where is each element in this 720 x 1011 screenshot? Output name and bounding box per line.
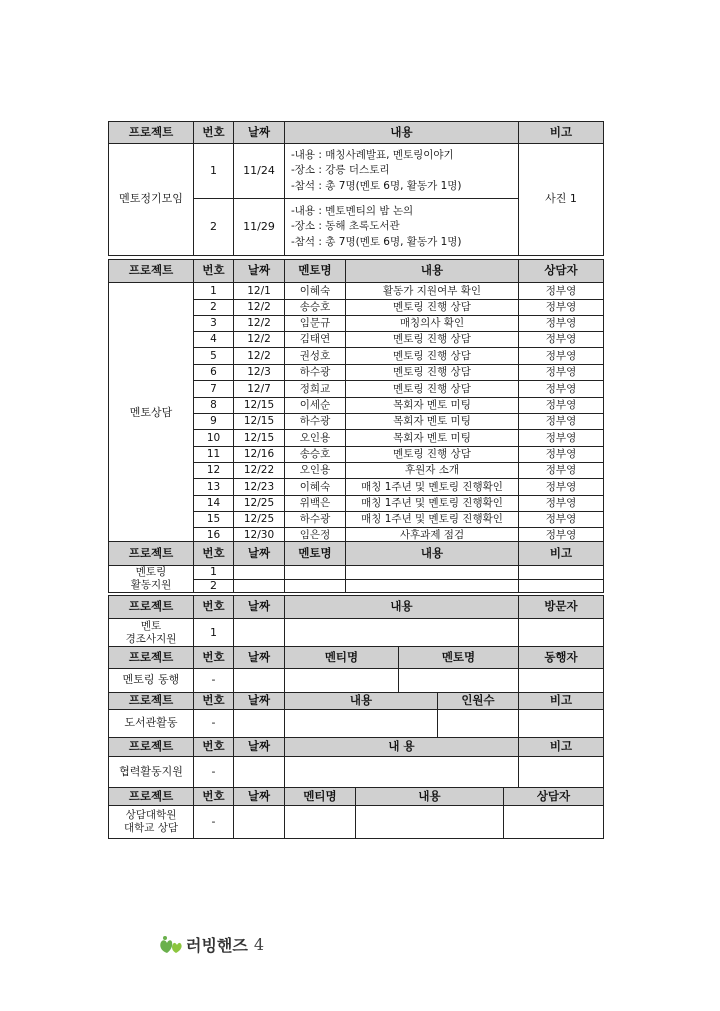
mentee-cell: [285, 806, 356, 839]
content-cell: 목회자 멘토 미팅: [346, 398, 519, 414]
number-cell: 1: [194, 144, 234, 199]
mentor-cell: [285, 566, 346, 580]
counseling-graduate-table: [108, 787, 604, 839]
page-number: 4: [253, 934, 265, 954]
number-cell: 1: [194, 619, 234, 648]
content-cell: [285, 619, 519, 648]
content-cell: 매칭 1주년 및 멘토링 진행확인: [346, 512, 519, 528]
header-content: 내용: [346, 542, 519, 566]
counselor-cell: 정부영: [519, 381, 604, 398]
content-line: -내용 : 매칭사례발표, 멘토링이야기: [291, 149, 454, 162]
header-note: 비고: [519, 738, 604, 757]
note-cell: [519, 757, 604, 788]
header-counselor: 상담자: [519, 260, 604, 283]
mentoring-accompany-table: [108, 646, 604, 693]
number-cell: 1: [194, 566, 234, 580]
header-number: 번호: [194, 647, 234, 669]
project-line: 멘토링: [135, 566, 167, 579]
content-cell: 목회자 멘토 미팅: [346, 414, 519, 430]
number-cell: -: [194, 757, 234, 788]
number-cell: 9: [194, 414, 234, 430]
project-cell: [109, 619, 194, 648]
date-cell: 12/2: [234, 316, 285, 332]
table-header-row: [109, 647, 604, 669]
table-header-row: [109, 596, 604, 619]
date-cell: [234, 669, 285, 693]
counselor-cell: [504, 806, 604, 839]
content-line: -참석 : 총 7명(멘토 6명, 활동가 1명): [291, 179, 462, 192]
counselor-cell: 정부영: [519, 398, 604, 414]
table-row: [109, 806, 604, 839]
header-content: 내용: [285, 122, 519, 144]
content-cell: 목회자 멘토 미팅: [346, 430, 519, 447]
table-row: [109, 144, 604, 199]
content-line: -장소 : 동해 초록도서관: [291, 220, 400, 233]
note-cell: [519, 566, 604, 580]
hands-logo-icon: [158, 933, 184, 955]
project-cell: 협력활동지원: [109, 757, 194, 788]
mentor-cell: 하수광: [285, 512, 346, 528]
header-content: 내용: [285, 693, 438, 710]
table-row: [109, 757, 604, 788]
header-note: 비고: [519, 693, 604, 710]
project-cell: 멘토정기모임: [109, 144, 194, 256]
mentor-cell: [399, 669, 519, 693]
project-cell: 멘토링 동행: [109, 669, 194, 693]
header-project: 프로젝트: [109, 738, 194, 757]
date-cell: [234, 566, 285, 580]
number-cell: 2: [194, 579, 234, 593]
header-visitor: 방문자: [519, 596, 604, 619]
content-cell: [346, 566, 519, 580]
counselor-cell: 정부영: [519, 365, 604, 381]
mentor-cell: 권성호: [285, 348, 346, 365]
counselor-cell: 정부영: [519, 316, 604, 332]
header-date: 날짜: [234, 738, 285, 757]
header-project: 프로젝트: [109, 647, 194, 669]
mentoring-support-table: [108, 541, 604, 593]
project-line: 경조사지원: [125, 633, 177, 645]
counselor-cell: 정부영: [519, 479, 604, 496]
number-cell: 2: [194, 300, 234, 316]
project-line: 활동지원: [130, 579, 172, 592]
content-cell: 멘토링 진행 상담: [346, 447, 519, 463]
header-number: 번호: [194, 542, 234, 566]
date-cell: 12/15: [234, 414, 285, 430]
counselor-cell: 정부영: [519, 496, 604, 512]
mentor-condolence-table: [108, 595, 604, 648]
table-row: [109, 669, 604, 693]
table-header-row: [109, 788, 604, 806]
content-cell: 멘토링 진행 상담: [346, 332, 519, 348]
number-cell: 13: [194, 479, 234, 496]
note-cell: [519, 710, 604, 738]
mentor-cell: 하수광: [285, 365, 346, 381]
number-cell: -: [194, 710, 234, 738]
content-cell: 후원자 소개: [346, 463, 519, 479]
mentor-cell: [285, 579, 346, 593]
counselor-cell: 정부영: [519, 447, 604, 463]
content-cell: [285, 757, 519, 788]
content-cell: [285, 144, 519, 199]
date-cell: 12/30: [234, 528, 285, 544]
date-cell: 11/29: [234, 199, 285, 256]
project-cell: [109, 566, 194, 593]
number-cell: 15: [194, 512, 234, 528]
number-cell: 6: [194, 365, 234, 381]
table-header-row: [109, 693, 604, 710]
header-date: 날짜: [234, 542, 285, 566]
content-cell: 멘토링 진행 상담: [346, 348, 519, 365]
header-headcount: 인원수: [438, 693, 519, 710]
content-cell: 매칭 1주년 및 멘토링 진행확인: [346, 479, 519, 496]
date-cell: 12/1: [234, 283, 285, 300]
mentee-cell: [285, 669, 399, 693]
content-cell: 활동가 지원여부 확인: [346, 283, 519, 300]
date-cell: 12/2: [234, 332, 285, 348]
content-line: -장소 : 강릉 더스토리: [291, 164, 390, 177]
header-project: 프로젝트: [109, 260, 194, 283]
date-cell: [234, 757, 285, 788]
content-cell: [356, 806, 504, 839]
header-date: 날짜: [234, 693, 285, 710]
counselor-cell: 정부영: [519, 512, 604, 528]
mentor-cell: 이혜숙: [285, 283, 346, 300]
content-cell: 멘토링 진행 상담: [346, 300, 519, 316]
companion-cell: [519, 669, 604, 693]
header-mentor: 멘토명: [285, 542, 346, 566]
header-companion: 동행자: [519, 647, 604, 669]
date-cell: [234, 619, 285, 648]
mentor-cell: 정희교: [285, 381, 346, 398]
counselor-cell: 정부영: [519, 463, 604, 479]
project-line: 대학교 상담: [123, 822, 179, 834]
counselor-cell: 정부영: [519, 332, 604, 348]
mentor-cell: 이세순: [285, 398, 346, 414]
brand-name: 러빙핸즈: [186, 935, 248, 955]
project-cell: [109, 806, 194, 839]
date-cell: 12/23: [234, 479, 285, 496]
footer: [158, 930, 264, 958]
project-line: 상담대학원: [125, 809, 177, 822]
date-cell: [234, 806, 285, 839]
note-cell: [519, 579, 604, 593]
header-number: 번호: [194, 122, 234, 144]
library-activity-table: [108, 692, 604, 738]
header-date: 날짜: [234, 260, 285, 283]
number-cell: 12: [194, 463, 234, 479]
mentor-cell: 이혜숙: [285, 479, 346, 496]
header-mentor: 멘토명: [285, 260, 346, 283]
date-cell: 12/15: [234, 430, 285, 447]
mentor-counseling-table: [108, 259, 604, 544]
header-counselor: 상담자: [504, 788, 604, 806]
table-header-row: [109, 122, 604, 144]
number-cell: -: [194, 669, 234, 693]
cooperation-support-table: [108, 737, 604, 788]
content-line: -참석 : 총 7명(멘토 6명, 활동가 1명): [291, 235, 462, 248]
content-line: -내용 : 멘토멘티의 밤 논의: [291, 205, 414, 218]
header-number: 번호: [194, 788, 234, 806]
mentor-meeting-table: [108, 121, 604, 256]
header-content: 내용: [356, 788, 504, 806]
counselor-cell: 정부영: [519, 283, 604, 300]
content-cell: 매칭의사 확인: [346, 316, 519, 332]
header-number: 번호: [194, 596, 234, 619]
header-project: 프로젝트: [109, 788, 194, 806]
date-cell: [234, 579, 285, 593]
header-note: 비고: [519, 542, 604, 566]
header-number: 번호: [194, 693, 234, 710]
date-cell: 12/2: [234, 300, 285, 316]
mentor-cell: 송승호: [285, 447, 346, 463]
content-cell: 멘토링 진행 상담: [346, 381, 519, 398]
header-content: 내 용: [285, 738, 519, 757]
content-cell: 매칭 1주년 및 멘토링 진행확인: [346, 496, 519, 512]
mentor-cell: 송승호: [285, 300, 346, 316]
header-number: 번호: [194, 260, 234, 283]
date-cell: 12/7: [234, 381, 285, 398]
number-cell: 8: [194, 398, 234, 414]
date-cell: 12/22: [234, 463, 285, 479]
mentor-cell: 위백은: [285, 496, 346, 512]
header-mentee: 멘티명: [285, 647, 399, 669]
date-cell: [234, 710, 285, 738]
header-date: 날짜: [234, 647, 285, 669]
project-cell: 멘토상담: [109, 283, 194, 544]
counselor-cell: 정부영: [519, 348, 604, 365]
mentor-cell: 하수광: [285, 414, 346, 430]
header-date: 날짜: [234, 788, 285, 806]
header-project: 프로젝트: [109, 122, 194, 144]
header-date: 날짜: [234, 596, 285, 619]
date-cell: 11/24: [234, 144, 285, 199]
header-project: 프로젝트: [109, 542, 194, 566]
mentor-cell: 임은정: [285, 528, 346, 544]
header-date: 날짜: [234, 122, 285, 144]
content-cell: 멘토링 진행 상담: [346, 365, 519, 381]
visitor-cell: [519, 619, 604, 648]
date-cell: 12/25: [234, 512, 285, 528]
project-line: 멘토: [140, 620, 162, 633]
counselor-cell: 정부영: [519, 430, 604, 447]
counselor-cell: 정부영: [519, 528, 604, 544]
counselor-cell: 정부영: [519, 414, 604, 430]
number-cell: -: [194, 806, 234, 839]
number-cell: 10: [194, 430, 234, 447]
table-row: [109, 283, 604, 300]
number-cell: 4: [194, 332, 234, 348]
table-row: [109, 566, 604, 580]
header-note: 비고: [519, 122, 604, 144]
date-cell: 12/16: [234, 447, 285, 463]
table-header-row: [109, 260, 604, 283]
header-project: 프로젝트: [109, 693, 194, 710]
table-row: [109, 619, 604, 648]
number-cell: 5: [194, 348, 234, 365]
mentor-cell: 김태연: [285, 332, 346, 348]
date-cell: 12/3: [234, 365, 285, 381]
content-cell: [285, 199, 519, 256]
header-project: 프로젝트: [109, 596, 194, 619]
date-cell: 12/2: [234, 348, 285, 365]
content-cell: [285, 710, 438, 738]
content-cell: [346, 579, 519, 593]
header-number: 번호: [194, 738, 234, 757]
header-content: 내용: [346, 260, 519, 283]
number-cell: 7: [194, 381, 234, 398]
header-content: 내용: [285, 596, 519, 619]
content-cell: 사후과제 점검: [346, 528, 519, 544]
project-cell: 도서관활동: [109, 710, 194, 738]
number-cell: 14: [194, 496, 234, 512]
header-mentee: 멘티명: [285, 788, 356, 806]
number-cell: 1: [194, 283, 234, 300]
note-cell: 사진 1: [519, 144, 604, 256]
table-header-row: [109, 542, 604, 566]
table-header-row: [109, 738, 604, 757]
number-cell: 16: [194, 528, 234, 544]
mentor-cell: 임문규: [285, 316, 346, 332]
number-cell: 2: [194, 199, 234, 256]
date-cell: 12/25: [234, 496, 285, 512]
mentor-cell: 오인용: [285, 463, 346, 479]
mentor-cell: 오인용: [285, 430, 346, 447]
date-cell: 12/15: [234, 398, 285, 414]
header-mentor: 멘토명: [399, 647, 519, 669]
number-cell: 3: [194, 316, 234, 332]
table-row: [109, 710, 604, 738]
number-cell: 11: [194, 447, 234, 463]
headcount-cell: [438, 710, 519, 738]
counselor-cell: 정부영: [519, 300, 604, 316]
